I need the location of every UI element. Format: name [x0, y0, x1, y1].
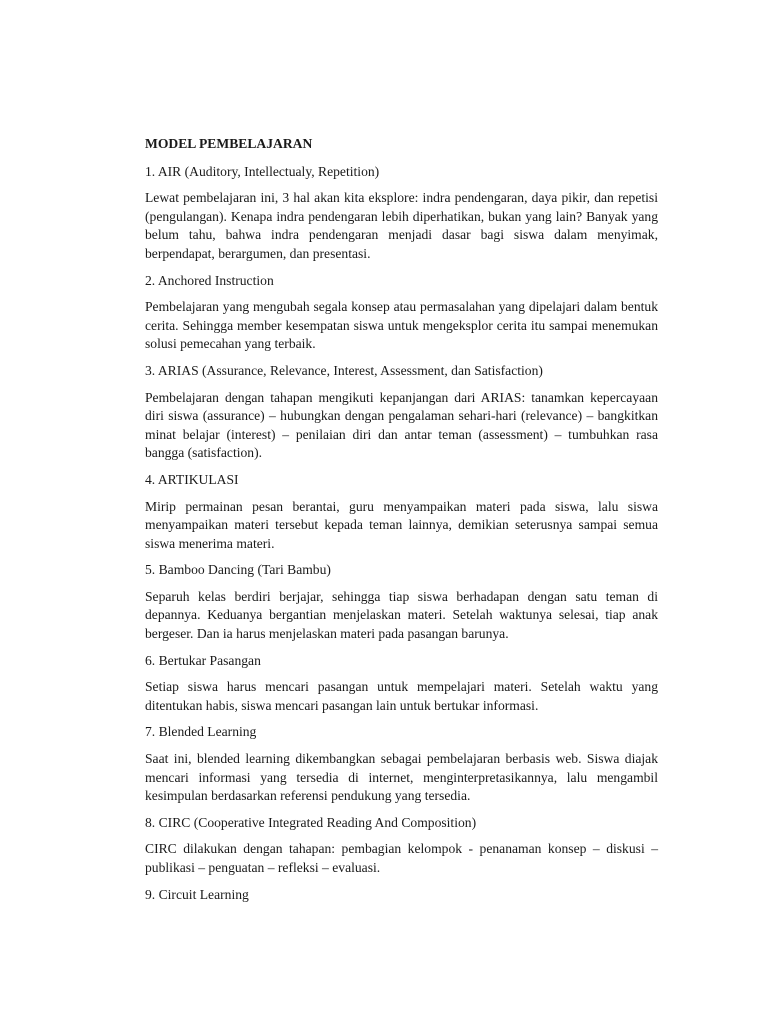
section-2: [145, 272, 658, 354]
section-heading: 5. Bamboo Dancing (Tari Bambu): [145, 562, 331, 578]
section-5: [145, 561, 658, 643]
document-content: [145, 135, 658, 912]
document-title: MODEL PEMBELAJARAN: [145, 136, 313, 151]
section-8: [145, 814, 658, 878]
section-6: [145, 652, 658, 716]
section-1: [145, 163, 658, 264]
section-paragraph: Mirip permainan pesan berantai, guru menyampaikan materi pada siswa, lalu siswa menyampaikan materi tersebut kepada teman lainnya, demikian seterusnya sampai semua siswa menerima materi.: [145, 498, 658, 551]
section-heading: 2. Anchored Instruction: [145, 272, 274, 288]
section-heading: 4. ARTIKULASI: [145, 471, 239, 487]
section-paragraph: Pembelajaran yang mengubah segala konsep atau permasalahan yang dipelajari dalam bentuk cerita. Sehingga member kesempatan siswa untuk mengeksplor cerita itu sampai menemukan solusi pemecahan yang terbaik.: [145, 299, 658, 352]
section-heading: 8. CIRC (Cooperative Integrated Reading And Composition): [145, 814, 477, 830]
section-paragraph: Setiap siswa harus mencari pasangan untuk mempelajari materi. Setelah waktu yang ditentukan habis, siswa mencari pasangan lain untuk bertukar informasi.: [145, 679, 658, 713]
section-heading: 9. Circuit Learning: [145, 886, 249, 902]
section-3: [145, 362, 658, 463]
section-heading: 3. ARIAS (Assurance, Relevance, Interest, Assessment, dan Satisfaction): [145, 362, 543, 378]
section-4: [145, 471, 658, 553]
section-paragraph: CIRC dilakukan dengan tahapan: pembagian kelompok - penanaman konsep – diskusi – publikasi – penguatan – refleksi – evaluasi.: [145, 841, 658, 875]
section-heading: 6. Bertukar Pasangan: [145, 652, 261, 668]
section-paragraph: Pembelajaran dengan tahapan mengikuti kepanjangan dari ARIAS: tanamkan kepercayaan diri siswa (assurance) – hubungkan dengan pengalaman sehari-hari (relevance) – bangkitkan minat belajar (interest) – penilaian diri dan antar teman (assessment) – tumbuhkan rasa bangga (satisfaction).: [145, 389, 658, 461]
section-paragraph: Saat ini, blended learning dikembangkan sebagai pembelajaran berbasis web. Siswa diajak mencari informasi yang tersedia di internet, menginterpretasikannya, lalu mengambil kesimpulan berdasarkan referensi pendukung yang tersedia.: [145, 751, 658, 804]
section-9: [145, 886, 658, 905]
section-paragraph: Separuh kelas berdiri berjajar, sehingga tiap siswa berhadapan dengan satu teman di depannya. Keduanya bergantian menjelaskan materi. Setelah waktunya selesai, tiap anak bergeser. Dan ia harus menjelaskan materi pada pasangan barunya.: [145, 588, 658, 642]
section-heading: 7. Blended Learning: [145, 724, 257, 740]
section-7: [145, 723, 658, 805]
section-heading: 1. AIR (Auditory, Intellectualy, Repetition): [145, 163, 380, 179]
section-paragraph: Lewat pembelajaran ini, 3 hal akan kita eksplore: indra pendengaran, daya pikir, dan repetisi (pengulangan). Kenapa indra pendengaran lebih diperhatikan, bukan yang lain? Banyak yang belum tahu, bahwa indra pendengaran menjadi dasar bagi siswa dalam menyimak, berpendapat, berargumen, dan presentasi.: [145, 190, 658, 261]
